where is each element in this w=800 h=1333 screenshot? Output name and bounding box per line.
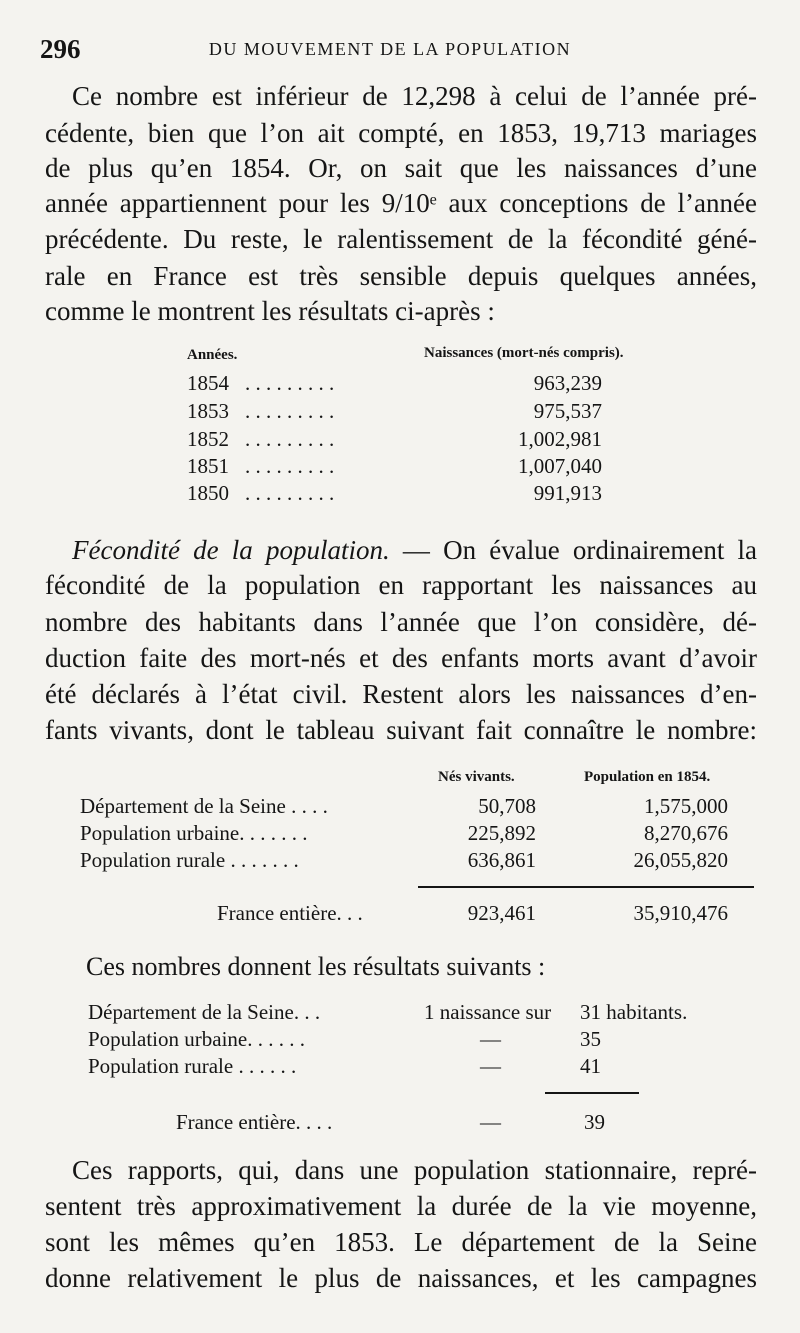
table1-value: 1,002,981 — [518, 427, 602, 451]
para1-line: de plus qu’en 1854. Or, on sait que les naissances d’une — [45, 153, 757, 183]
table1-leader: . . . . . . . . . — [245, 399, 335, 423]
table1-value: 975,537 — [533, 399, 602, 423]
para1-line: comme le montrent les résultats ci-après : — [45, 296, 495, 326]
para2-line: fécondité de la population en rapportant les naissances au — [45, 570, 757, 600]
table2-total-pop: 35,910,476 — [633, 901, 728, 925]
table1-year: 1853 — [187, 399, 229, 423]
para2-line: été déclarés à l’état civil. Restent alors les naissances d’en- — [45, 679, 757, 709]
table1-col-births: Naissances (mort-nés compris). — [424, 345, 624, 361]
table2-pop: 26,055,820 — [633, 848, 728, 872]
para1-line: rale en France est très sensible depuis quelques années, — [45, 261, 757, 291]
table3-label: Population rurale . . . . . . — [88, 1054, 297, 1078]
table1-leader: . . . . . . . . . — [245, 427, 335, 451]
table2-col-born: Nés vivants. — [438, 769, 515, 785]
table3-value: 31 habitants. — [580, 1000, 688, 1024]
table3-total-value: 39 — [584, 1110, 605, 1134]
para2-line: nombre des habitants dans l’année que l’on considère, dé- — [45, 607, 757, 637]
section-title: Fécondité de la population. — [72, 535, 390, 565]
table1-value: 991,913 — [533, 481, 602, 505]
para1-line: Ce nombre est inférieur de 12,298 à celui de l’année pré- — [72, 81, 757, 111]
table2-total-rule — [418, 886, 754, 888]
para1-line: année appartiennent pour les 9/10ᵉ aux conceptions de l’année — [45, 188, 757, 218]
table2-born: 225,892 — [467, 821, 536, 845]
para4-line: Ces rapports, qui, dans une population stationnaire, repré- — [72, 1155, 757, 1185]
para1-line: cédente, bien que l’on ait compté, en 1853, 19,713 mariages — [45, 118, 757, 148]
page-number: 296 — [40, 34, 81, 64]
table2-born: 50,708 — [478, 794, 536, 818]
table3-total-label: France entière. . . . — [176, 1110, 333, 1134]
running-title: DU MOUVEMENT DE LA POPULATION — [208, 39, 572, 59]
table2-label: Population urbaine. . . . . . . — [80, 821, 308, 845]
table3-label: Population urbaine. . . . . . — [88, 1027, 305, 1051]
table1-leader: . . . . . . . . . — [245, 454, 335, 478]
para4-line: sont les mêmes qu’en 1853. Le département de la Seine — [45, 1227, 757, 1257]
table3-total-rule — [545, 1092, 639, 1094]
table3-text: — — [480, 1054, 501, 1078]
table1-leader: . . . . . . . . . — [245, 481, 335, 505]
table3-label: Département de la Seine. . . — [88, 1000, 321, 1024]
table3-text: — — [480, 1027, 501, 1051]
table1-year: 1854 — [187, 371, 229, 395]
table2-pop: 8,270,676 — [644, 821, 728, 845]
table3-value: 41 — [580, 1054, 601, 1078]
table1-leader: . . . . . . . . . — [245, 371, 335, 395]
table3-text: 1 naissance sur — [424, 1000, 552, 1024]
table1-year: 1850 — [187, 481, 229, 505]
table1-year: 1851 — [187, 454, 229, 478]
para4-line: sentent très approximativement la durée de la vie moyenne, — [45, 1191, 757, 1221]
table2-total-label: France entière. . . — [217, 901, 363, 925]
table2-total-born: 923,461 — [467, 901, 536, 925]
table1-value: 1,007,040 — [518, 454, 602, 478]
para3: Ces nombres donnent les résultats suivants : — [86, 952, 546, 981]
para4-line: donne relativement le plus de naissances, et les campagnes — [45, 1263, 757, 1293]
table1-year: 1852 — [187, 427, 229, 451]
table2-label: Département de la Seine . . . . — [80, 794, 328, 818]
table2-col-pop: Population en 1854. — [584, 769, 711, 785]
table3-total-text: — — [480, 1110, 501, 1134]
table1-col-year: Années. — [187, 347, 238, 363]
para1-line: précédente. Du reste, le ralentissement de la fécondité géné- — [45, 224, 757, 254]
table1-value: 963,239 — [533, 371, 602, 395]
page-header — [40, 34, 740, 64]
para2-line-rest: — On évalue ordinairement la — [389, 535, 757, 565]
para2-line: duction faite des mort-nés et des enfants morts avant d’avoir — [45, 643, 757, 673]
para2-line — [72, 537, 757, 564]
table2-born: 636,861 — [467, 848, 536, 872]
table2-label: Population rurale . . . . . . . — [80, 848, 299, 872]
table3-value: 35 — [580, 1027, 601, 1051]
table2-pop: 1,575,000 — [644, 794, 728, 818]
para2-line: fants vivants, dont le tableau suivant fait connaître le nombre: — [45, 715, 757, 745]
